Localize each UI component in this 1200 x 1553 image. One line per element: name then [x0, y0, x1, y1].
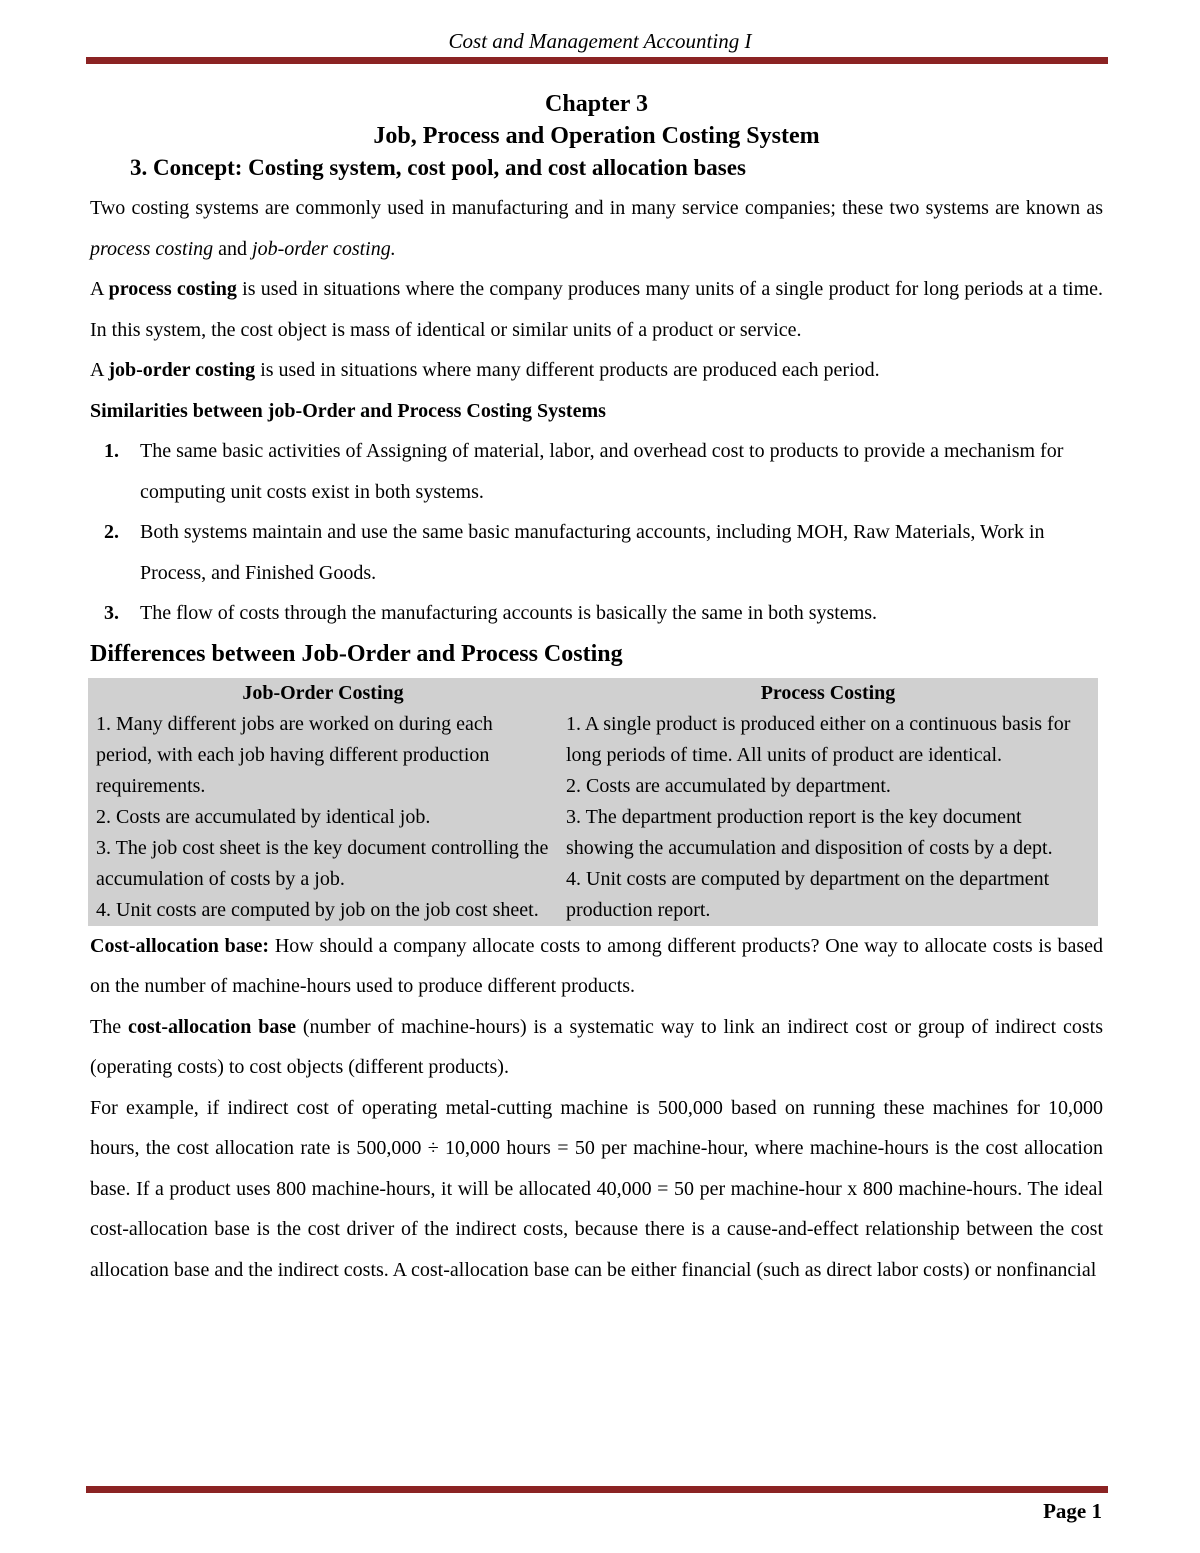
- allocation-p1-text: How should a company allocate costs to among different products? One way to allocate costs is based on the number of machine-hours used to produce different products.: [90, 934, 1103, 997]
- intro-paragraph-1: [90, 188, 1103, 269]
- table-cell-text: 2. Costs are accumulated by department.: [566, 774, 891, 797]
- list-item-number: 1.: [104, 440, 119, 462]
- list-item-text: Both systems maintain and use the same basic manufacturing accounts, including MOH, Raw Materials, Work in Process, and Finished Goods.: [140, 521, 1045, 584]
- table-cell-text: 3. The department production report is the key document showing the accumulation and disposition of costs by a dept.: [566, 805, 1053, 859]
- similarities-list: [90, 431, 1103, 634]
- intro-p1-and: and: [213, 237, 253, 260]
- list-item: [90, 431, 1103, 512]
- intro-paragraph-3: [90, 350, 1103, 391]
- allocation-p2-a: The: [90, 1015, 128, 1038]
- allocation-paragraph-2: [90, 1007, 1103, 1088]
- table-cell-text: 2. Costs are accumulated by identical job.: [96, 805, 431, 828]
- allocation-p2-text: (number of machine-hours) is a systematic way to link an indirect cost or group of indirect costs (operating costs) to cost objects (different products).: [90, 1015, 1104, 1078]
- similarities-heading: Similarities between job-Order and Process Costing Systems: [90, 399, 606, 422]
- table-cell-text: 1. A single product is produced either on a continuous basis for long periods of time. All units of product are identical.: [566, 712, 1071, 766]
- differences-heading: Differences between Job-Order and Process Costing: [90, 640, 623, 667]
- table-cell-text: 4. Unit costs are computed by job on the job cost sheet.: [96, 898, 539, 921]
- table-cell-text: 4. Unit costs are computed by department on the department production report.: [566, 867, 1050, 921]
- concept-heading: 3. Concept: Costing system, cost pool, and cost allocation bases: [130, 155, 746, 180]
- table-row: [88, 709, 1098, 926]
- list-item-text: The flow of costs through the manufacturing accounts is basically the same in both systems.: [140, 602, 878, 624]
- running-header: Cost and Management Accounting I: [448, 29, 752, 53]
- term-job-order-costing: job-order costing.: [252, 237, 396, 260]
- page-content: [90, 88, 1103, 1290]
- column-header-process: Process Costing: [760, 681, 896, 704]
- table-cell-text: 3. The job cost sheet is the key document controlling the accumulation of costs by a job.: [96, 836, 549, 890]
- list-item: [90, 512, 1103, 593]
- chapter-number: Chapter 3: [545, 91, 648, 117]
- list-item: [90, 593, 1103, 634]
- allocation-paragraph-1: [90, 926, 1103, 1007]
- bold-cost-allocation-base: cost-allocation base: [128, 1015, 296, 1038]
- intro-p3-text: is used in situations where many different products are produced each period.: [255, 359, 880, 381]
- bold-cost-allocation-base-label: Cost-allocation base:: [90, 934, 270, 957]
- table-header-row: [88, 678, 1098, 709]
- process-cell: [558, 709, 1098, 926]
- header-rule: [86, 57, 1108, 64]
- intro-p2-a: A: [90, 278, 109, 300]
- list-item-number: 2.: [104, 521, 119, 543]
- allocation-paragraph-3: For example, if indirect cost of operating metal-cutting machine is 500,000 based on running these machines for 10,000 hours, the cost allocation rate is 500,000 ÷ 10,000 hours = 50 per machine-hour, where machine-hours is the cost allocation base. If a product uses 800 machine-hours, it will be allocated 40,000 = 50 per machine-hour x 800 machine-hours. The ideal cost-allocation base is the cost driver of the indirect costs, because there is a cause-and-effect relationship between the cost allocation base and the indirect costs. A cost-allocation base can be either financial (such as direct labor costs) or nonfinancial: [90, 1096, 1103, 1281]
- chapter-title: Job, Process and Operation Costing System: [373, 123, 820, 149]
- list-item-number: 3.: [104, 602, 119, 624]
- bold-process-costing: process costing: [108, 278, 237, 300]
- job-order-cell: [88, 709, 558, 926]
- intro-p1-text: Two costing systems are commonly used in manufacturing and in many service companies; these two systems are known as: [90, 197, 1103, 219]
- intro-paragraph-2: [90, 269, 1103, 350]
- intro-p3-a: A: [90, 359, 109, 381]
- term-process-costing: process costing: [90, 237, 214, 260]
- list-item-text: The same basic activities of Assigning of material, labor, and overhead cost to products to provide a mechanism for computing unit costs exist in both systems.: [140, 440, 1064, 503]
- intro-p2-text: is used in situations where the company produces many units of a single product for long periods at a time. In this system, the cost object is mass of identical or similar units of a product or service.: [90, 278, 1104, 341]
- table-cell-text: 1. Many different jobs are worked on during each period, with each job having different production requirements.: [96, 712, 493, 797]
- page-number: Page 1: [1043, 1499, 1102, 1523]
- differences-table: [88, 678, 1098, 926]
- bold-job-order-costing: job-order costing: [108, 359, 256, 381]
- footer-rule: [86, 1486, 1108, 1493]
- column-header-job-order: Job-Order Costing: [242, 681, 404, 704]
